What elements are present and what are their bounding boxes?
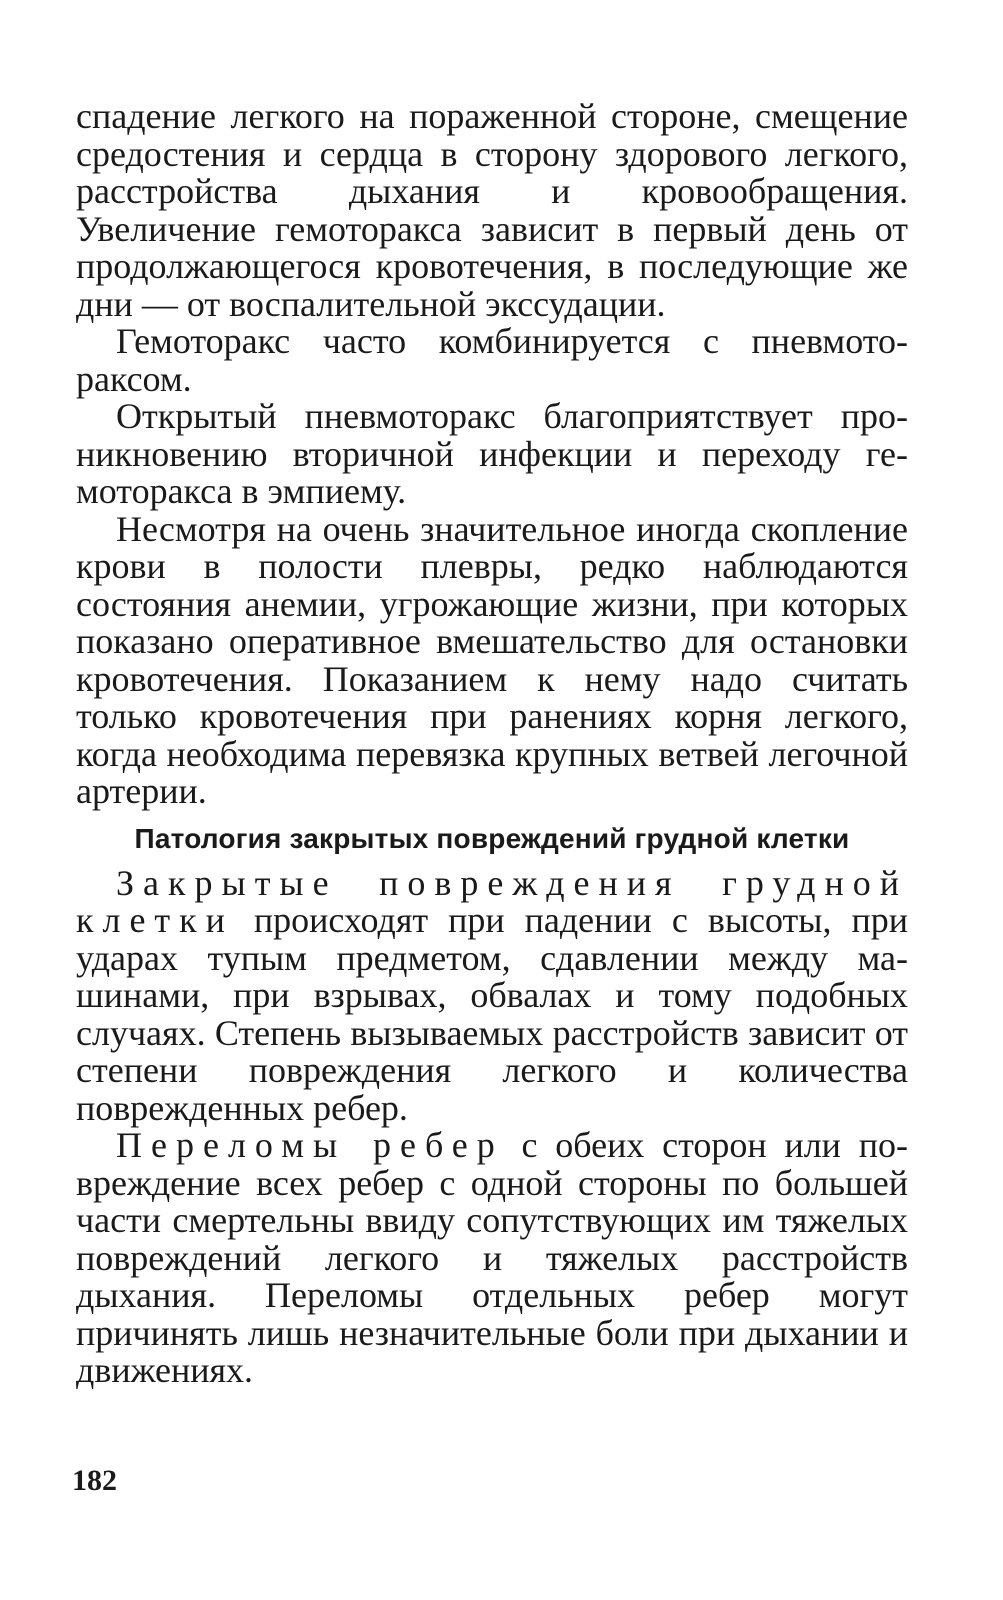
paragraph-3: Открытый пневмоторакс благоприятствует проникновению вторичной инфекции и переходу гемоторакса в эмпиему. — [76, 396, 908, 511]
page-body — [76, 98, 908, 1390]
paragraph-1: спадение легкого на пораженной стороне, смещение средостения и сердца в сторону здорового легкого, расстройства дыхания и кровообращения. Увеличение гемоторакса зависит в первый день от продолжающегося кровотечения, в последующие же дни — от воспалительной экссудации. — [76, 96, 908, 324]
section-paragraph-1 — [76, 862, 908, 1128]
spaced-lead-1: Закрытые повреждения грудной клетки — [76, 862, 908, 940]
section-paragraph-2 — [76, 1127, 908, 1390]
section-heading: Патология закрытых повреждений грудной клетки — [134, 822, 850, 854]
paragraph-2: Гемоторакс часто комбинируется с пневмотораксом. — [76, 321, 908, 399]
page-number: 182 — [72, 1464, 117, 1497]
paragraph-4: Несмотря на очень значительное иногда скопление крови в полости плевры, редко наблюдаются состояния анемии, угрожающие жизни, при которых показано оперативное вмешательство для остановки кровотечения. Показанием к нему надо считать только кровотечения при ранениях корня легкого, когда необходима перевязка крупных ветвей легочной артерии. — [76, 508, 908, 811]
section-paragraph-2-text: с обеих сторон или повреждение всех ребер с одной стороны по большей части смертельны ввиду сопутствующих им тяжелых повреждений легкого и тяжелых расстройств дыхания. Переломы отдельных ребер могут причинять лишь незначительные боли при дыхании и движениях. — [76, 1125, 908, 1390]
spaced-lead-2: Переломы ребер — [116, 1125, 504, 1165]
section-paragraph-1-text: происходят при падении с высоты, при ударах тупым предметом, сдавлении между машинами, при взрывах, обвалах и тому подобных случаях. Степень вызываемых расстройств зависит от степени повреждения легкого и количества поврежденных ребер. — [76, 900, 908, 1128]
